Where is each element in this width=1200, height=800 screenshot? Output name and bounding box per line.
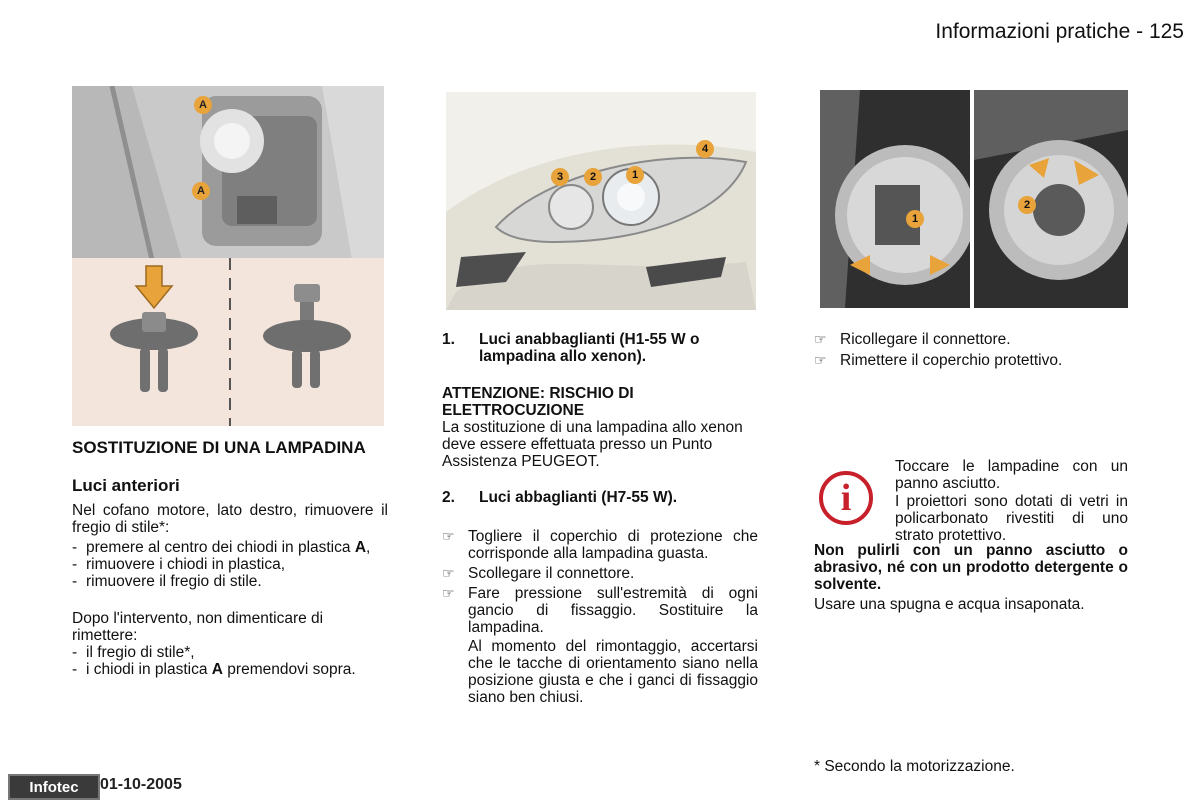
warning-title: ATTENZIONE: RISCHIO DI ELETTROCUZIONE (442, 385, 634, 419)
item-2-heading: 2. Luci abbaglianti (H7-55 W). (442, 489, 678, 506)
label-2-right: 2 (1018, 196, 1036, 214)
label-1: 1 (626, 166, 644, 184)
plastic-clips-image (72, 258, 384, 426)
pointing-hand-icon: ☞ (442, 585, 455, 601)
label-2: 2 (584, 168, 602, 186)
list-item: ☞ Scollegare il connettore. (442, 565, 635, 582)
footnote: * Secondo la motorizzazione. (814, 758, 1015, 775)
label-1-right: 1 (906, 210, 924, 228)
label-4: 4 (696, 140, 714, 158)
info-warning: Non pulirli con un panno asciutto o abrasivo, né con un prodotto detergente o solvente. (814, 542, 1128, 593)
info-advice: Usare una spugna e acqua insaponata. (814, 596, 1085, 613)
list-item: ☞ Fare pressione sull'estremità di ogni gancio di fissaggio. Sostituire la lampadina. (442, 585, 758, 636)
pointing-hand-icon: ☞ (814, 352, 827, 368)
engine-bay-image (72, 86, 384, 260)
list-item: - i chiodi in plastica A premendovi sopra. (72, 661, 356, 678)
headlamp-image (446, 92, 756, 310)
info-icon: i (818, 470, 874, 526)
label-a-bottom: A (192, 182, 210, 200)
item-1-heading: 1. Luci anabbaglianti (H1-55 W o lampadina allo xenon). (442, 331, 700, 365)
after-intro-text: Dopo l'intervento, non dimenticare di rimettere: (72, 610, 324, 644)
pointing-hand-icon: ☞ (442, 528, 455, 544)
pointing-hand-icon: ☞ (442, 565, 455, 581)
subsection-title: Luci anteriori (72, 476, 180, 495)
pointing-hand-icon: ☞ (814, 331, 827, 347)
page-title: Informazioni pratiche - 125 (935, 20, 1184, 43)
list-item: - rimuovere i chiodi in plastica, (72, 556, 286, 573)
label-3: 3 (551, 168, 569, 186)
section-title: SOSTITUZIONE DI UNA LAMPADINA (72, 438, 366, 457)
intro-text: Nel cofano motore, lato destro, rimuovere il fregio di stile*: (72, 502, 388, 536)
list-item: ☞ Ricollegare il connettore. (814, 331, 1011, 348)
infotec-logo: Infotec (8, 774, 100, 800)
list-item: - premere al centro dei chiodi in plastica A, (72, 539, 371, 556)
info-note: Toccare le lampadine con un panno asciutto. I proiettori sono dotati di vetri in policarbonato rivestiti di uno strato protettivo. (895, 458, 1128, 544)
list-item: - il fregio di stile*, (72, 644, 195, 661)
warning-text: La sostituzione di una lampadina allo xenon deve essere effettuata presso un Punto Assistenza PEUGEOT. (442, 419, 743, 470)
bulb-cover-right-image (974, 90, 1128, 308)
list-item: ☞ Rimettere il coperchio protettivo. (814, 352, 1063, 369)
footer-date: 01-10-2005 (100, 776, 182, 793)
bulb-cover-left-image (820, 90, 970, 308)
list-item: ☞ Togliere il coperchio di protezione che corrisponde alla lampadina guasta. (442, 528, 758, 562)
list-item-continuation: Al momento del rimontaggio, accertarsi che le tacche di orientamento siano nella posizione giusta e che i ganci di fissaggio siano ben chiusi. (468, 638, 758, 706)
label-a-top: A (194, 96, 212, 114)
list-item: - rimuovere il fregio di stile. (72, 573, 262, 590)
